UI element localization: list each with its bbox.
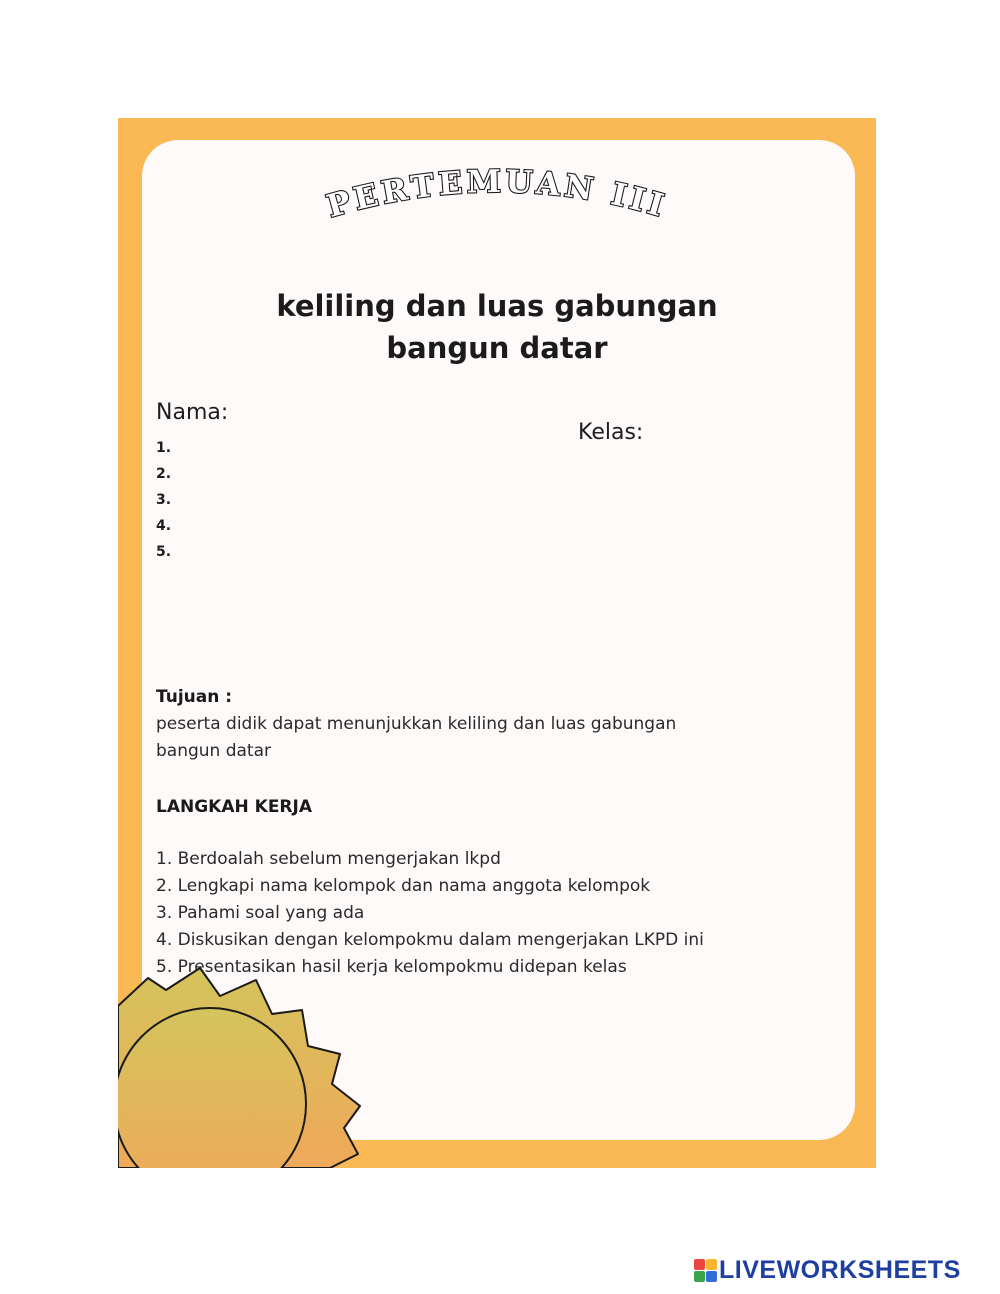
member-number-1: 1. bbox=[156, 440, 172, 456]
title-line-1: keliling dan luas gabungan bbox=[276, 289, 718, 323]
liveworksheets-icon bbox=[694, 1259, 716, 1281]
tujuan-label: Tujuan : bbox=[156, 687, 233, 707]
member-number-4: 4. bbox=[156, 518, 172, 534]
worksheet-page bbox=[118, 118, 876, 1168]
title-line-2: bangun datar bbox=[386, 331, 608, 365]
heading-text: PERTEMUAN III bbox=[322, 163, 672, 226]
langkah-kerja-label: LANGKAH KERJA bbox=[156, 797, 313, 817]
step-4: 4. Diskusikan dengan kelompokmu dalam mengerjakan LKPD ini bbox=[156, 930, 704, 950]
sun-decoration bbox=[118, 958, 378, 1168]
heading-arc bbox=[118, 118, 876, 288]
kelas-label: Kelas: bbox=[578, 420, 644, 445]
brand-name: LIVEWORKSHEETS bbox=[719, 1255, 961, 1284]
tujuan-line-2: bangun datar bbox=[156, 741, 272, 761]
nama-label: Nama: bbox=[156, 400, 229, 425]
step-2: 2. Lengkapi nama kelompok dan nama anggota kelompok bbox=[156, 876, 651, 896]
liveworksheets-logo[interactable] bbox=[694, 1256, 961, 1284]
step-5: 5. Presentasikan hasil kerja kelompokmu didepan kelas bbox=[156, 957, 627, 977]
step-3: 3. Pahami soal yang ada bbox=[156, 903, 365, 923]
member-number-5: 5. bbox=[156, 544, 172, 560]
member-number-3: 3. bbox=[156, 492, 172, 508]
tujuan-line-1: peserta didik dapat menunjukkan keliling dan luas gabungan bbox=[156, 714, 677, 734]
step-1: 1. Berdoalah sebelum mengerjakan lkpd bbox=[156, 849, 501, 869]
member-number-2: 2. bbox=[156, 466, 172, 482]
